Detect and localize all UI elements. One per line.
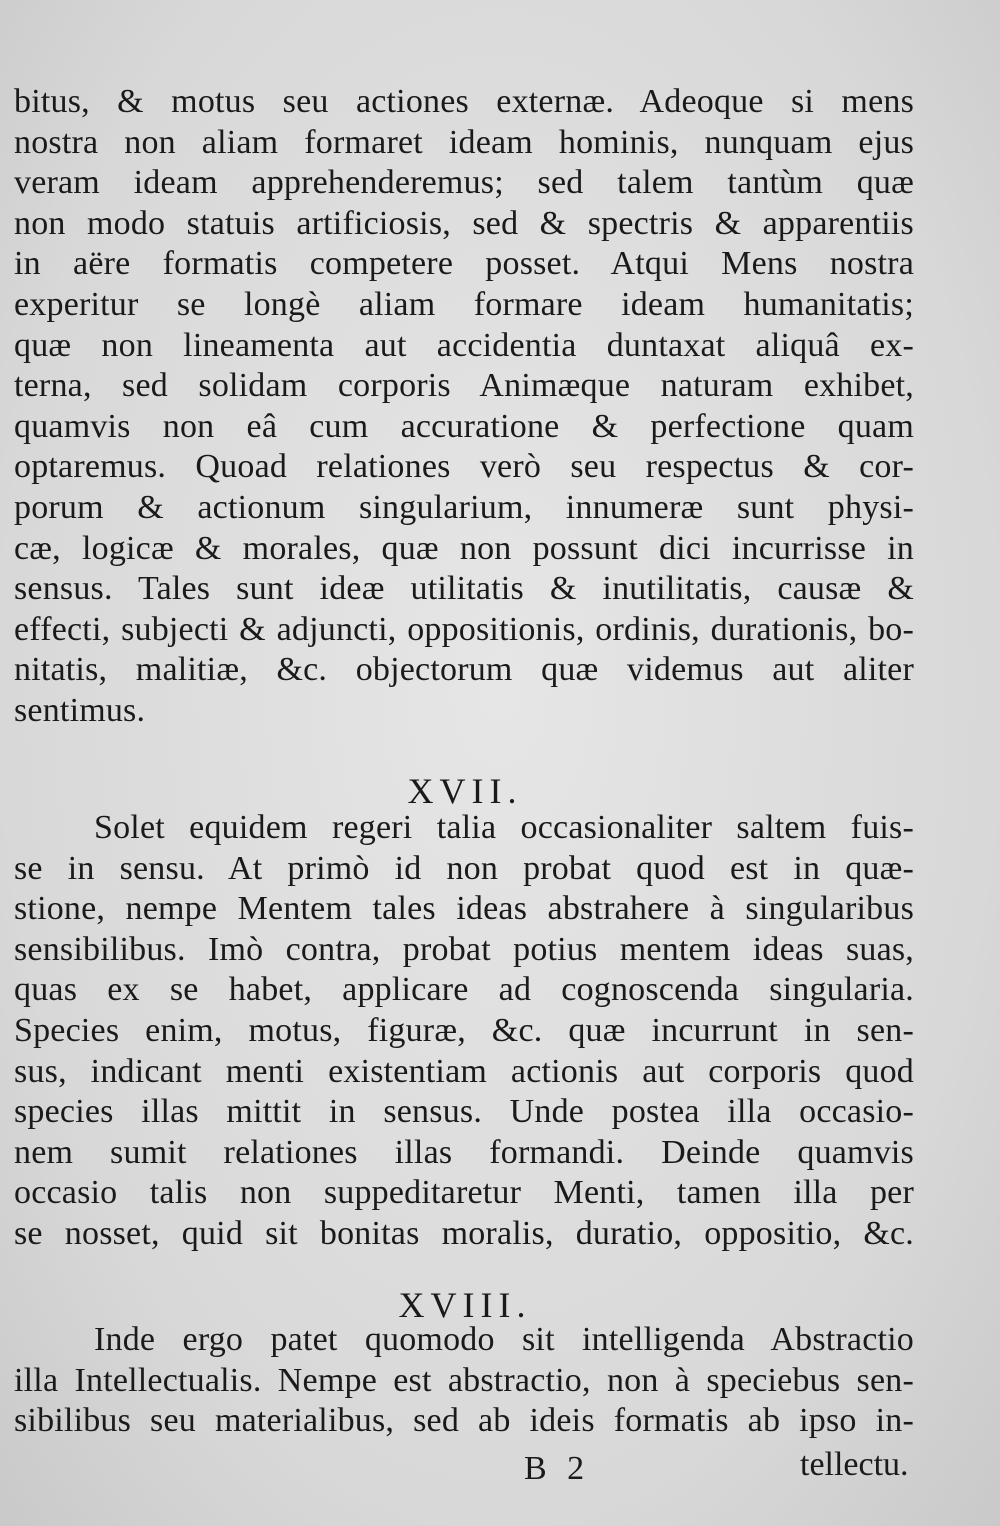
text-line: terna, sed solidam corporis Animæque naturam exhibet,	[14, 367, 914, 405]
paragraph-2	[14, 808, 914, 1255]
text-line: nostra non aliam formaret ideam hominis, nunquam ejus	[14, 123, 914, 161]
text-line: effecti, subjecti & adjuncti, oppositionis, ordinis, durationis, bo-	[14, 610, 914, 648]
text-line: quamvis non eâ cum accuratione & perfectione quam	[14, 407, 914, 445]
text-line: experitur se longè aliam formare ideam humanitatis;	[14, 285, 914, 323]
text-line: illa Intellectualis. Nempe est abstractio, non à speciebus sen-	[14, 1361, 914, 1399]
text-line: non modo statuis artificiosis, sed & spectris & apparentiis	[14, 204, 914, 242]
paragraph-1	[14, 82, 914, 732]
text-line: quæ non lineamenta aut accidentia duntaxat aliquâ ex-	[14, 326, 914, 364]
text-line: veram ideam apprehenderemus; sed talem tantùm quæ	[14, 164, 914, 202]
text-line: sus, indicant menti existentiam actionis aut corporis quod	[14, 1052, 914, 1090]
text-line: Solet equidem regeri talia occasionaliter saltem fuis-	[94, 809, 914, 846]
signature-mark: B 2	[524, 1450, 591, 1487]
paragraph-3	[14, 1320, 914, 1442]
text-line: sentimus.	[14, 691, 146, 729]
text-line: species illas mittit in sensus. Unde postea illa occasio-	[14, 1093, 914, 1131]
text-line: Inde ergo patet quomodo sit intelligenda Abstractio	[94, 1321, 914, 1358]
text-line: optaremus. Quoad relationes verò seu respectus & cor-	[14, 448, 914, 486]
text-line: bitus, & motus seu actiones externæ. Adeoque si mens	[14, 83, 914, 120]
section-heading-18: XVIII.	[398, 1285, 532, 1325]
text-line: se in sensu. At primò id non probat quod est in quæ-	[14, 849, 914, 887]
text-line: Species enim, motus, figuræ, &c. quæ incurrunt in sen-	[14, 1011, 914, 1049]
text-line: quas ex se habet, applicare ad cognoscenda singularia.	[14, 971, 914, 1009]
text-line: sensus. Tales sunt ideæ utilitatis & inutilitatis, causæ &	[14, 570, 914, 608]
text-line: in aëre formatis competere posset. Atqui Mens nostra	[14, 245, 914, 283]
text-line: sensibilibus. Imò contra, probat potius mentem ideas suas,	[14, 930, 914, 968]
text-line: sibilibus seu materialibus, sed ab ideis formatis ab ipso in-	[14, 1402, 914, 1440]
text-line: porum & actionum singularium, innumeræ sunt physi-	[14, 488, 914, 526]
catchword: tellectu.	[800, 1446, 909, 1483]
text-line: nem sumit relationes illas formandi. Deinde quamvis	[14, 1133, 914, 1171]
text-line: se nosset, quid sit bonitas moralis, duratio, oppositio, &c.	[14, 1214, 914, 1252]
section-heading-17: XVII.	[407, 771, 523, 811]
text-line: cæ, logicæ & morales, quæ non possunt dici incurrisse in	[14, 529, 914, 567]
text-line: nitatis, malitiæ, &c. objectorum quæ videmus aut aliter	[14, 651, 914, 689]
text-line: stione, nempe Mentem tales ideas abstrahere à singularibus	[14, 890, 914, 928]
text-line: occasio talis non suppeditaretur Menti, tamen illa per	[14, 1174, 914, 1212]
